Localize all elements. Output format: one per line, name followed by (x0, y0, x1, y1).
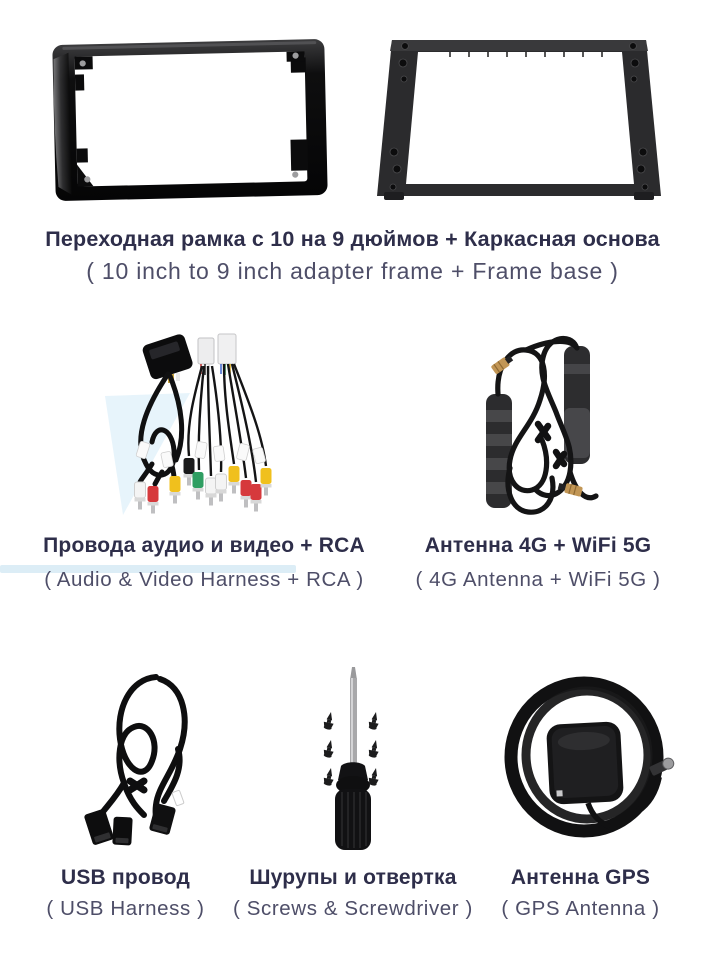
frame-base-photo (372, 36, 667, 204)
usb-label-ru: USB провод (60, 866, 191, 889)
screws-screwdriver-photo (285, 662, 425, 854)
gps-label-en: ( GPS Antenna ) (501, 897, 660, 920)
gps-antenna-photo (488, 663, 678, 845)
harness-label-en: ( Audio & Video Harness + RCA ) (44, 568, 364, 591)
antenna4g-label-en: ( 4G Antenna + WiFi 5G ) (415, 568, 661, 591)
antenna-4g-wifi-photo (452, 328, 637, 528)
screws-label-en: ( Screws & Screwdriver ) (233, 897, 473, 920)
harness-label-ru: Провода аудио и видео + RCA (43, 534, 365, 557)
kit-title-en: ( 10 inch to 9 inch adapter frame + Frame base ) (86, 258, 619, 284)
kit-title-ru: Переходная рамка с 10 на 9 дюймов + Каркасная основа (45, 227, 660, 251)
screws-label-ru: Шурупы и отвертка (249, 866, 457, 889)
antenna4g-label-ru: Антенна 4G + WiFi 5G (424, 534, 652, 557)
usb-label-en: ( USB Harness ) (46, 897, 205, 920)
adapter-frame-photo (48, 34, 333, 206)
av-harness-photo (112, 326, 297, 528)
gps-label-ru: Антенна GPS (510, 866, 651, 889)
usb-cable-photo (60, 665, 220, 850)
